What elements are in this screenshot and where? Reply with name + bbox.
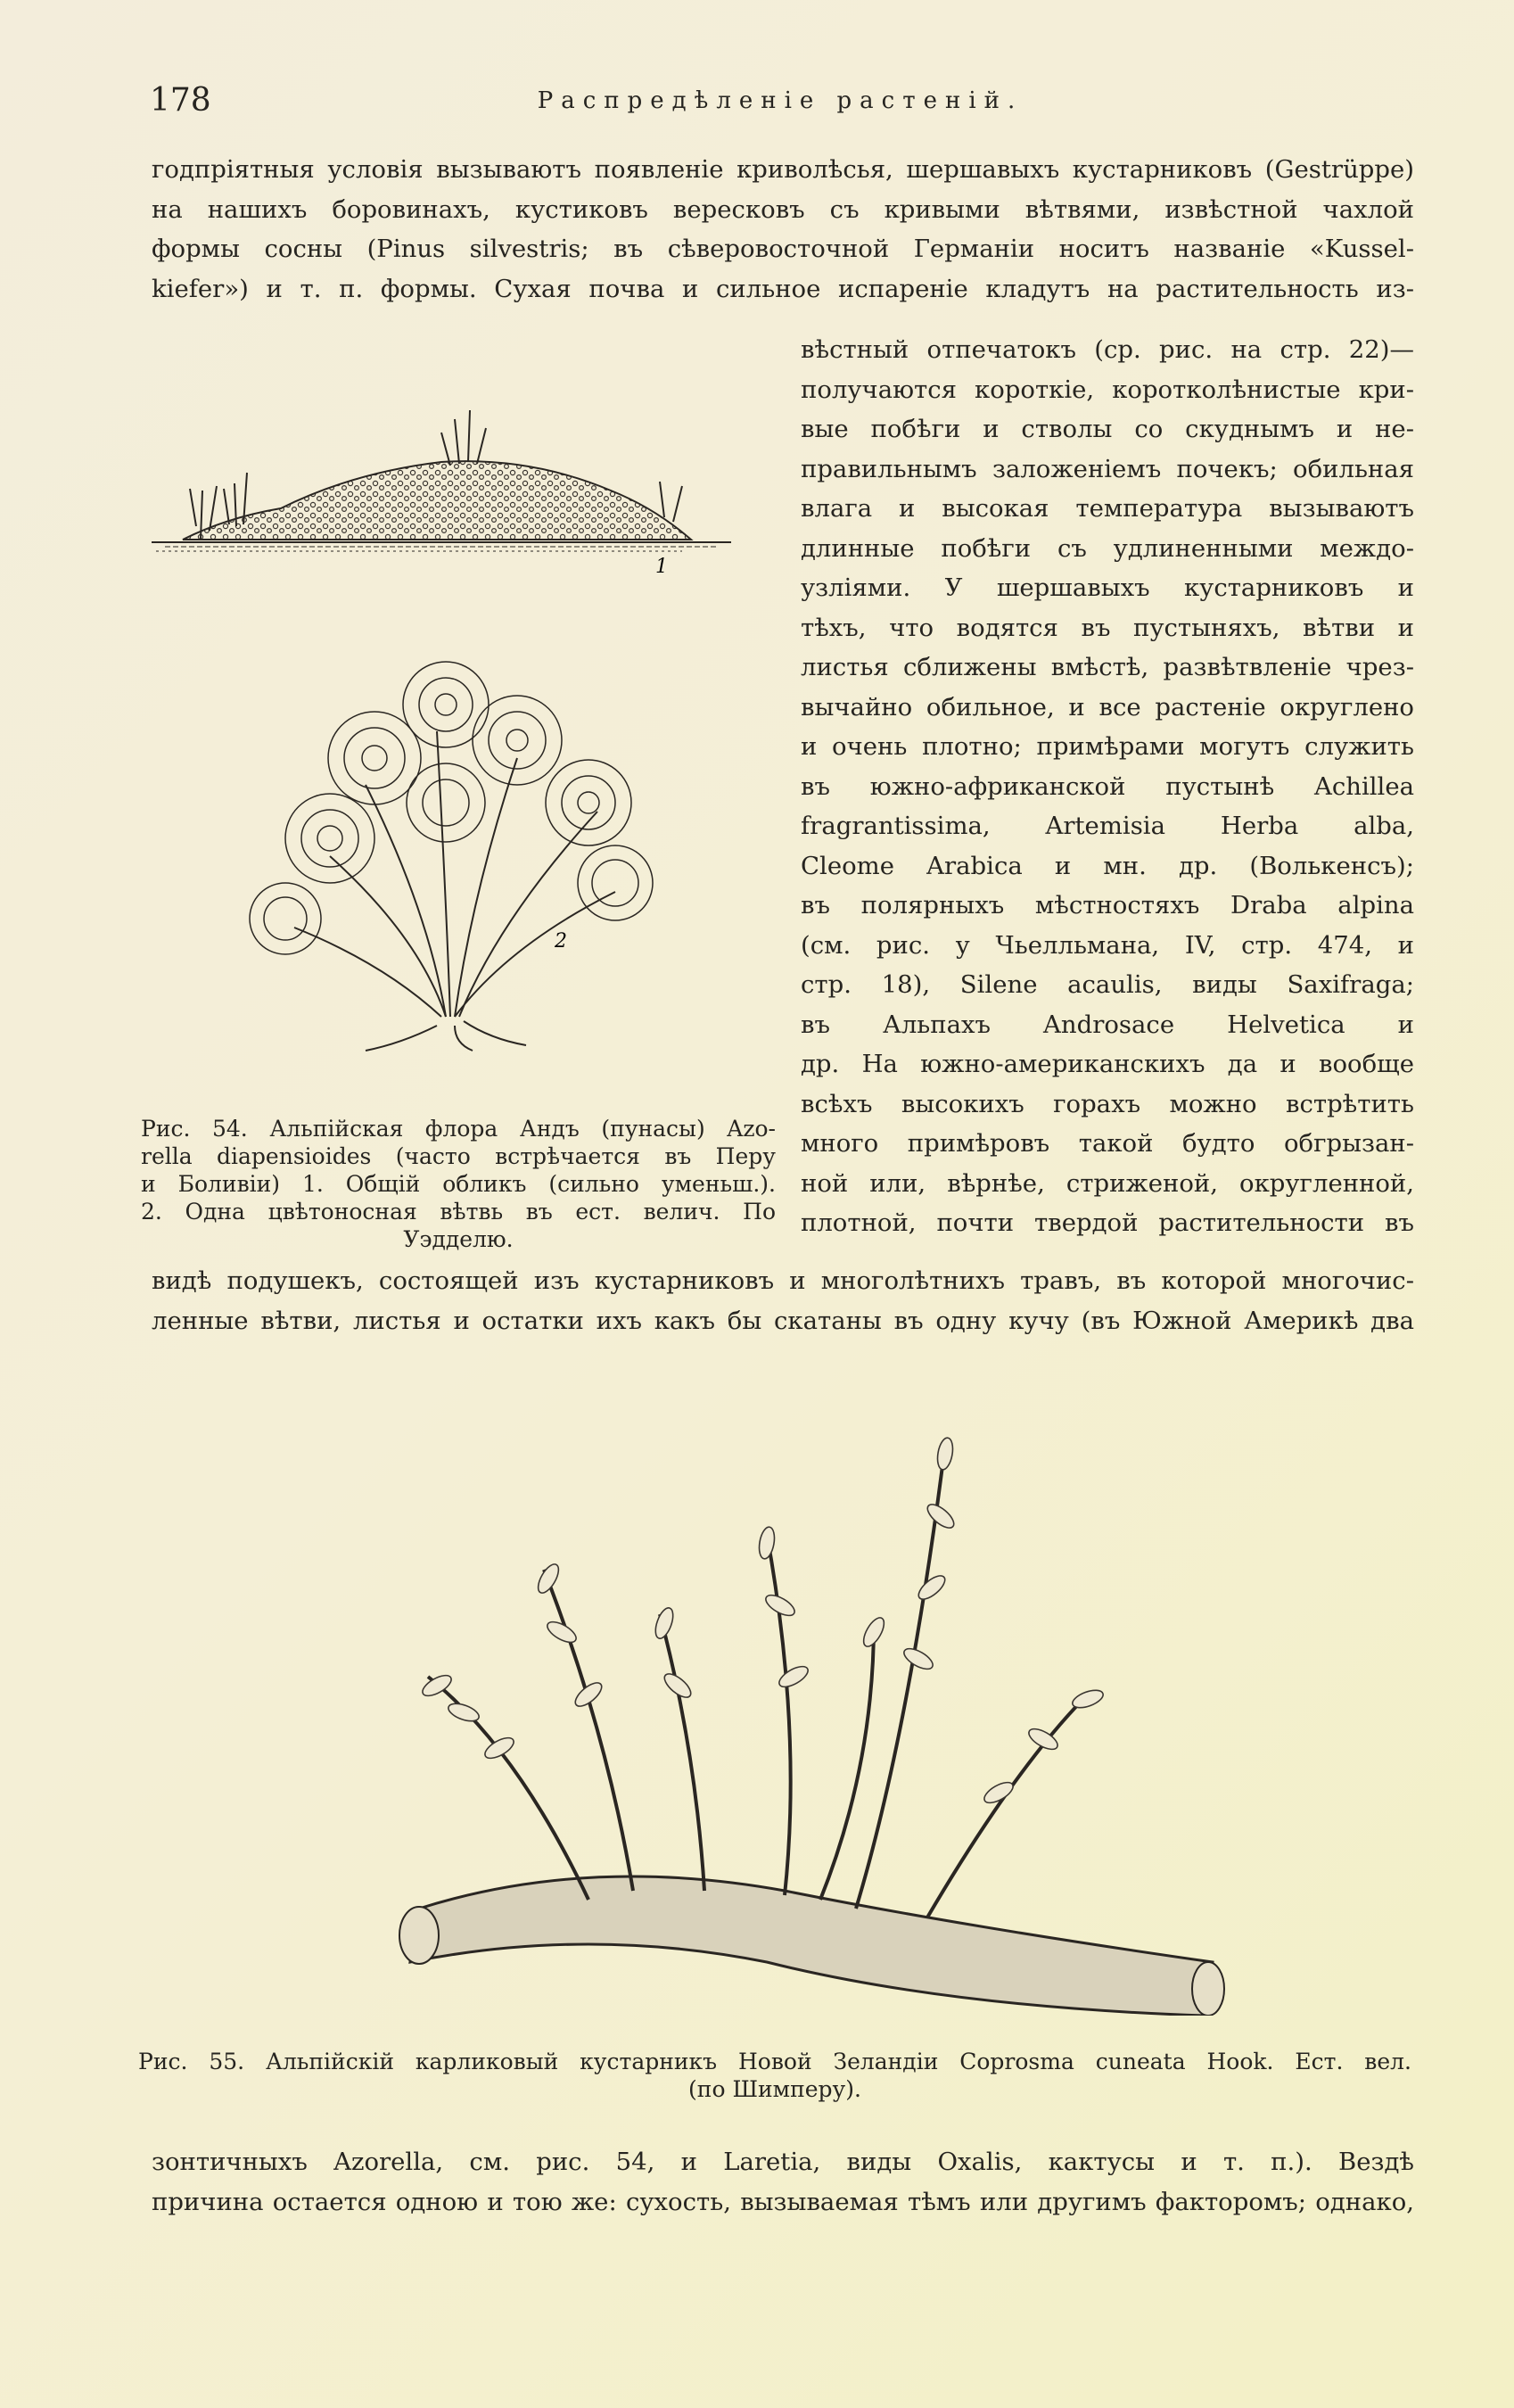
text-line: зонтичныхъ Azorella, см. рис. 54, и Laretia, виды Oxalis, кактусы и т. п.). Вездѣ [152,2148,1414,2176]
text-line: листья сближены вмѣстѣ, развѣтвленіе чрез- [801,653,1414,681]
text-line: много примѣровъ такой будто обгрызан- [801,1129,1414,1158]
figure-54-caption [141,1115,776,1253]
text-line: тѣхъ, что водятся въ пустыняхъ, вѣтви и [801,613,1414,642]
text-line: kiefer») и т. п. формы. Сухая почва и сильное испареніе кладутъ на растительность из- [152,274,1414,303]
text-line: fragrantissima, Artemisia Herba alba, [801,812,1414,840]
text-line: Рис. 55. Альпійскій карликовый кустарникъ Новой Зеландіи Coprosma cuneata Hook. Ест. вел. [138,2049,1411,2074]
text-line: формы сосны (Pinus silvestris; въ сѣверовосточной Германіи носитъ названіе «Kussel- [152,235,1414,263]
figure-54-label-2: 2 [555,930,567,952]
running-title: Распредѣленіе растеній. [537,87,1024,114]
text-line: и Боливіи) 1. Общій обликъ (сильно уменьш.). [141,1171,776,1197]
right-column-text [801,330,1414,1243]
text-line: въ южно-африканской пустынѣ Achillea [801,771,1414,801]
text-line: получаются короткіе, коротколѣнистые кри- [801,375,1414,404]
page-number: 178 [150,82,211,119]
text-line: и очень плотно; примѣрами могутъ служить [801,732,1414,761]
text-line: (см. рис. у Чьелльмана, IV, стр. 474, и [801,930,1414,960]
cushion-plant-mound-icon [147,383,736,580]
text-line: плотной, почти твердой растительности въ [801,1208,1414,1237]
text-line: Уэдделю. [403,1226,514,1252]
text-line: всѣхъ высокихъ горахъ можно встрѣтить [801,1089,1414,1118]
bottom-paragraph [152,2142,1414,2222]
text-line: вычайно обильное, и все растеніе округлено [801,692,1414,722]
text-line: годпріятныя условія вызываютъ появленіе криволѣсья, шершавыхъ кустарниковъ (Gestrüppe) [152,155,1414,184]
figure-55-illustration [321,1391,1248,2016]
text-line: вые побѣги и стволы со скуднымъ и не- [801,415,1414,443]
middle-paragraph [152,1261,1414,1340]
text-line: въ Альпахъ Androsace Helvetica и [801,1010,1414,1039]
text-line: въ полярныхъ мѣстностяхъ Draba alpina [801,891,1414,919]
text-line: rella diapensioides (часто встрѣчается въ Перу [141,1143,776,1169]
text-line: Рис. 54. Альпійская флора Андъ (пунасы) Azo- [141,1116,776,1142]
flowering-branch-icon [187,624,704,1052]
text-line: узліями. У шершавыхъ кустарниковъ и [801,573,1414,602]
text-line: влага и высокая температура вызываютъ [801,494,1414,523]
figure-54-illustration-2 [187,624,704,1052]
text-line: длинные побѣги съ удлиненными междо- [801,533,1414,563]
text-line: стр. 18), Silene acaulis, виды Saxifraga; [801,970,1414,999]
figure-54-label-1: 1 [655,556,668,578]
dwarf-shrub-icon [321,1391,1248,2016]
text-line: на нашихъ боровинахъ, кустиковъ вересковъ съ кривыми вѣтвями, извѣстной чахлой [152,194,1414,224]
text-line: др. На южно-американскихъ да и вообще [801,1050,1414,1078]
text-line: вѣстный отпечатокъ (ср. рис. на стр. 22)— [801,335,1414,364]
text-line: правильнымъ заложеніемъ почекъ; обильная [801,454,1414,483]
top-paragraph [152,150,1414,309]
text-line: видѣ подушекъ, состоящей изъ кустарниковъ и многолѣтнихъ травъ, въ которой многочис- [152,1266,1414,1295]
text-line: (по Шимперу). [688,2076,861,2102]
text-line: 2. Одна цвѣтоносная вѣтвь въ ест. велич. По [141,1199,776,1225]
text-line: причина остается одною и тою же: сухость, вызываемая тѣмъ или другимъ факторомъ; однако, [152,2187,1414,2216]
figure-55-caption [138,2048,1411,2103]
text-line: Cleome Arabica и мн. др. (Волькенсъ); [801,851,1414,880]
text-line: ленные вѣтви, листья и остатки ихъ какъ бы скатаны въ одну кучу (въ Южной Америкѣ два [152,1306,1414,1335]
figure-54-illustration-1 [147,383,736,580]
text-line: ной или, вѣрнѣе, стриженой, округленной, [801,1168,1414,1198]
page-header [143,77,1418,130]
